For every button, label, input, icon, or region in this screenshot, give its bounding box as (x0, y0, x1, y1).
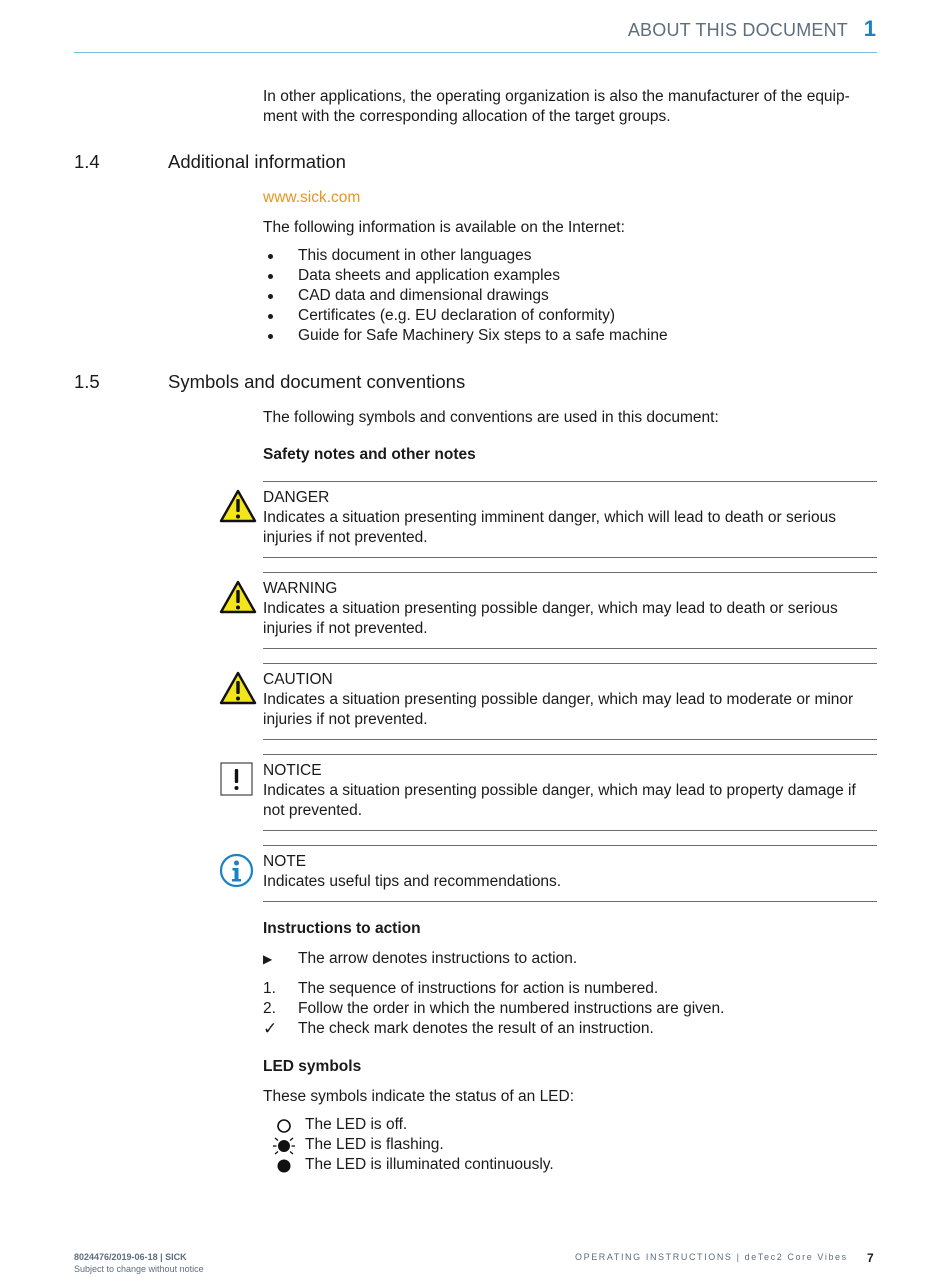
section-1-5-title: Symbols and document conventions (168, 371, 466, 392)
led-flashing-icon (272, 1135, 296, 1157)
led-symbols-heading: LED symbols (263, 1058, 362, 1075)
warning-triangle-icon (219, 580, 257, 619)
footer-doc-number: 8024476/2019-06-18 | SICK (74, 1252, 187, 1262)
step-number: 1. (263, 980, 276, 997)
section-1-5-lead: The following symbols and conventions are used in this document: (263, 409, 719, 426)
info-list (263, 246, 877, 346)
footer-doc-info (74, 1251, 204, 1275)
warning-triangle-icon (219, 671, 257, 710)
note-label: NOTICE (263, 762, 322, 779)
notice-note (263, 754, 877, 831)
section-1-5-number: 1.5 (74, 371, 100, 392)
notice-exclamation-icon (220, 762, 253, 801)
instruction-text: The check mark denotes the result of an instruction. (298, 1020, 654, 1037)
footer-notice: Subject to change without notice (74, 1264, 204, 1274)
list-item: CAD data and dimensional drawings (263, 286, 877, 306)
list-item: Certificates (e.g. EU declaration of conformity) (263, 306, 877, 326)
led-lead: These symbols indicate the status of an LED: (263, 1088, 575, 1105)
note-text: Indicates useful tips and recommendations. (263, 873, 562, 890)
danger-note (263, 481, 877, 558)
note-text: Indicates a situation presenting possible danger, which may lead to moderate or minor injuries if not prevented. (263, 691, 854, 728)
website-link[interactable]: www.sick.com (263, 189, 361, 206)
note-label: DANGER (263, 489, 330, 506)
note-note (263, 845, 877, 902)
led-text: The LED is off. (305, 1116, 408, 1133)
list-item: This document in other languages (263, 246, 877, 266)
note-label: WARNING (263, 580, 338, 597)
footer-document-type: OPERATING INSTRUCTIONS | deTec2 Core Vibes (575, 1252, 848, 1262)
list-item: Guide for Safe Machinery Six steps to a safe machine (263, 326, 877, 346)
intro-paragraph: In other applications, the operating organization is also the manufacturer of the equip- ment with the corresponding allocation of the target groups. (263, 88, 850, 125)
note-text: Indicates a situation presenting imminent danger, which will lead to death or serious injuries if not prevented. (263, 509, 836, 546)
instruction-text: The arrow denotes instructions to action. (298, 950, 578, 967)
section-1-4-number: 1.4 (74, 151, 100, 172)
instruction-text: The sequence of instructions for action is numbered. (298, 980, 659, 997)
running-header-title: ABOUT THIS DOCUMENT (627, 20, 848, 40)
instruction-text: Follow the order in which the numbered instructions are given. (298, 1000, 725, 1017)
led-on-icon (276, 1158, 292, 1174)
header-divider (74, 52, 877, 53)
led-text: The LED is illuminated continuously. (305, 1156, 554, 1173)
led-off-icon (276, 1118, 292, 1134)
warning-note (263, 572, 877, 649)
chapter-number: 1 (863, 16, 876, 41)
section-1-4-lead: The following information is available on the Internet: (263, 219, 625, 236)
warning-triangle-icon (219, 489, 257, 528)
note-text: Indicates a situation presenting possible danger, which may lead to property damage if not prevented. (263, 782, 856, 819)
step-number: 2. (263, 1000, 276, 1017)
note-label: CAUTION (263, 671, 333, 688)
page-number: 7 (867, 1251, 874, 1265)
led-text: The LED is flashing. (305, 1136, 444, 1153)
safety-notes-heading: Safety notes and other notes (263, 446, 476, 463)
caution-note (263, 663, 877, 740)
info-icon (219, 853, 254, 893)
note-text: Indicates a situation presenting possible danger, which may lead to death or serious injuries if not prevented. (263, 600, 838, 637)
list-item: Data sheets and application examples (263, 266, 877, 286)
note-label: NOTE (263, 853, 307, 870)
section-1-4-title: Additional information (168, 151, 346, 172)
arrow-marker-icon: ▶ (263, 952, 273, 966)
check-mark-icon: ✓ (263, 1019, 278, 1038)
instructions-heading: Instructions to action (263, 920, 421, 937)
